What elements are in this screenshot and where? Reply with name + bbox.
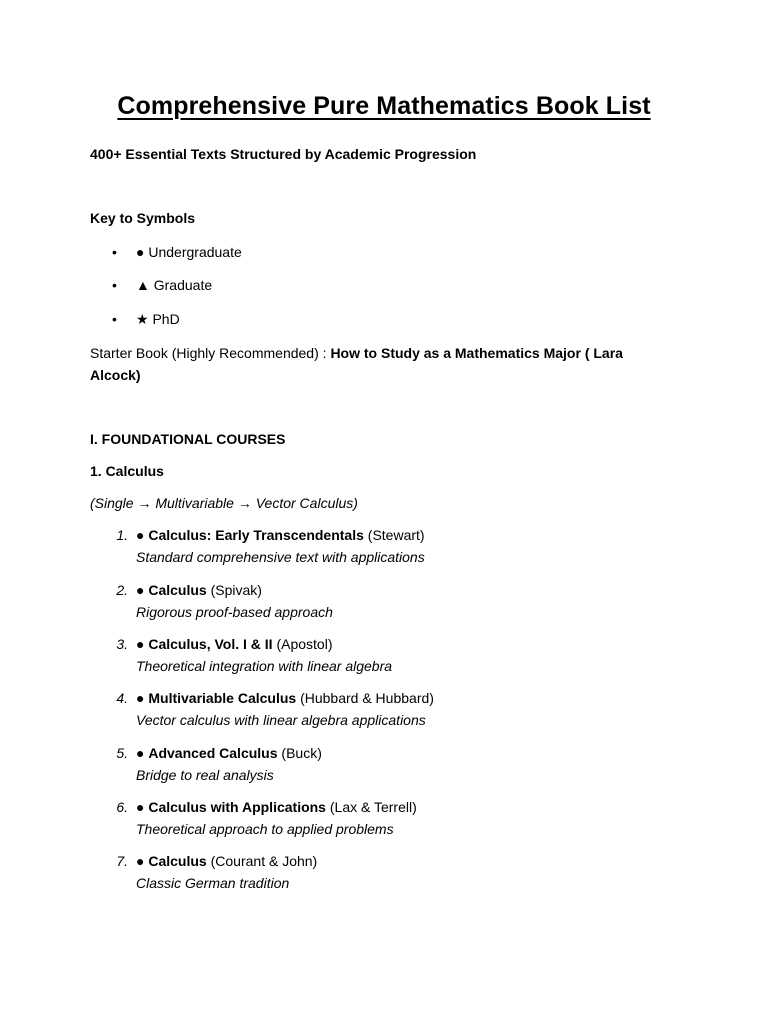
- circle-icon: ●: [136, 582, 145, 598]
- book-title: Calculus: [148, 582, 207, 598]
- book-number: 5.: [116, 745, 128, 761]
- book-author: (Lax & Terrell): [325, 799, 417, 815]
- circle-icon: ●: [136, 636, 145, 652]
- book-author: (Spivak): [206, 582, 262, 598]
- book-number: 6.: [116, 799, 128, 815]
- book-title: Calculus: [148, 853, 207, 869]
- bullet-icon: •: [112, 244, 117, 260]
- book-number: 2.: [116, 582, 128, 598]
- circle-icon: ●: [136, 745, 145, 761]
- page-title: Comprehensive Pure Mathematics Book List: [117, 92, 651, 120]
- subsection-heading: 1. Calculus: [90, 463, 164, 479]
- book-author: (Courant & John): [206, 853, 318, 869]
- section-note: (Single → Multivariable → Vector Calculus): [90, 495, 358, 511]
- circle-icon: ●: [136, 799, 145, 815]
- book-author: (Apostol): [272, 636, 333, 652]
- book-author: (Stewart): [363, 527, 425, 543]
- book-number: 7.: [116, 853, 128, 869]
- star-icon: ★: [136, 311, 149, 327]
- book-description: Standard comprehensive text with applications: [136, 549, 425, 565]
- circle-icon: ●: [136, 527, 145, 543]
- circle-icon: ●: [136, 690, 145, 706]
- starter-book-line: [90, 342, 650, 386]
- triangle-icon: ▲: [136, 277, 150, 293]
- circle-icon: ●: [136, 853, 145, 869]
- book-title: Calculus: Early Transcendentals: [148, 527, 364, 543]
- book-description: Theoretical approach to applied problems: [136, 821, 394, 837]
- book-title: Calculus with Applications: [148, 799, 326, 815]
- book-title: Multivariable Calculus: [148, 690, 297, 706]
- bullet-icon: •: [112, 311, 117, 327]
- starter-prefix: Starter Book (Highly Recommended) :: [90, 345, 331, 361]
- key-label: PhD: [152, 311, 180, 327]
- bullet-icon: •: [112, 277, 117, 293]
- book-description: Rigorous proof-based approach: [136, 604, 333, 620]
- book-number: 3.: [116, 636, 128, 652]
- book-description: Bridge to real analysis: [136, 767, 274, 783]
- circle-icon: ●: [136, 244, 145, 260]
- book-title: Calculus, Vol. I & II: [148, 636, 273, 652]
- section-heading: I. FOUNDATIONAL COURSES: [90, 431, 286, 447]
- key-heading: Key to Symbols: [90, 210, 196, 226]
- key-label: Graduate: [153, 277, 213, 293]
- book-description: Theoretical integration with linear algebra: [136, 658, 393, 674]
- book-number: 4.: [116, 690, 128, 706]
- book-description: Vector calculus with linear algebra applications: [136, 712, 426, 728]
- key-label: Undergraduate: [148, 244, 242, 260]
- starter-book-title: How to Study as a Mathematics Major ( Lara Alcock): [90, 345, 623, 383]
- book-author: (Hubbard & Hubbard): [296, 690, 434, 706]
- page-subtitle: 400+ Essential Texts Structured by Academic Progression: [90, 146, 477, 162]
- book-title: Advanced Calculus: [148, 745, 278, 761]
- book-number: 1.: [116, 527, 128, 543]
- book-description: Classic German tradition: [136, 875, 290, 891]
- book-author: (Buck): [277, 745, 322, 761]
